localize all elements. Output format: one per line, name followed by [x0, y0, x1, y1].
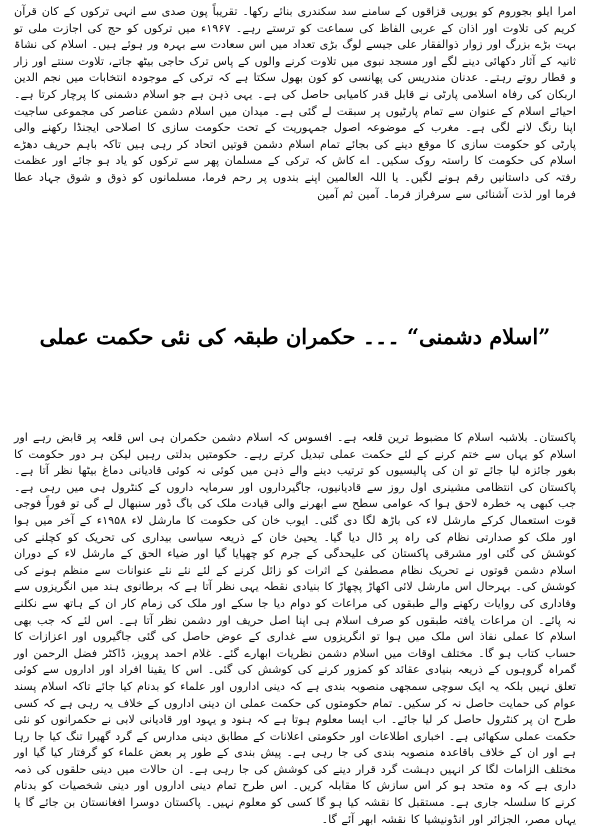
- article-body-paragraph: پاکستان۔ بلاشبہ اسلام کا مضبوط ترین قلعہ ہے۔ افسوس کہ اسلام دشمن حکمران ہی اس قلعہ پر قابض رہے اور اسلام کو یہاں سے ختم کرنے کے لئے حکمت عملی تبدیل کرتے رہے۔ حکومتیں بدلتی رہیں لیکن ہر دور حکومت کا بغور جائزہ لیا جائے تو ان کی پالیسیوں کو ترتیب دینے والے ذہن میں کوئی نہ کوئی قادیانی دماغ بیٹھا نظر آتا ہے۔ پاکستان کی انتظامی مشینری اول روز سے قادیانیوں، جاگیرداروں اور سرمایہ داروں کے کنٹرول ہی میں رہی ہے۔ جب کبھی یہ خطرہ لاحق ہوا کہ عوامی سطح سے ابھرنے والی قیادت ملک کی باگ ڈور سنبھال لے گی تو فوراً فوجی قوت استعمال کرکے مارشل لاء کی باڑھ لگا دی گئی۔ ایوب خان کی حکومت کا مارشل لاء ۱۹۵۸ء کے آخر میں ہوا اور ملک کو صدارتی نظام کی راہ پر ڈال دیا گیا۔ یحییٰ خان کے ذریعہ سیاسی بیداری کی تحریک کو کچلنے کی کوشش کی گئی اور مشرقی پاکستان کی علیحدگی کے جرم کو چھپایا گیا اور ضیاء الحق کے مارشل لاء کے دوران اسلام دشمن قوتوں نے تحریک نظام مصطفیٰ کے اثرات کو زائل کرنے کے لئے نئے نئے عنوانات سے منظم ہونے کی کوشش کی۔ بہرحال اس مارشل لائی اکھاڑ پچھاڑ کا بنیادی نقطہ یہی نظر آتا ہے کہ برطانوی ہند میں انگریزوں سے وفاداری کی روایات رکھنے والے طبقوں کی مراعات کو دوام دیا جا سکے اور ملک کی زمام کار ان کے ہاتھ سے نکلنے نہ پائے۔ ان مراعات یافتہ طبقوں کو صرف اسلام ہی اپنا اصل حریف اور دشمن نظر آتا ہے۔ اس لئے کہ جب بھی اسلام کا عملی نفاذ اس ملک میں ہوا تو انگریزوں سے غداری کے عوض حاصل کی گئی جاگیروں اور اعزازات کا حساب کتاب ہو گا۔ مختلف اوقات میں اسلام دشمن نظریات ابھارے گئے۔ غلام احمد پرویز، ڈاکٹر فضل الرحمن اور گمراہ گروہوں کے ذریعہ بنیادی عقائد کو کمزور کرنے کی کوشش کی گئی۔ اس کا یقینا افراد اور اداروں سے کوئی تعلق نہیں بلکہ یہ ایک سوچی سمجھی منصوبہ بندی ہے کہ دینی اداروں اور علماء کو بدنام کیا جائے تاکہ اسلام پسند عوام کی حمایت حاصل نہ کر سکیں۔ تمام حکومتوں کی حکمت عملی ان دینی اداروں کے خلاف یہ رہی ہے کہ کسی طرح ان پر کنٹرول حاصل کر لیا جائے۔ اب ایسا معلوم ہوتا ہے کہ ہنود و یہود اور قادیانی لابی نے حکمرانوں کو نئی حکمت عملی سکھائی ہے۔ اخباری اطلاعات اور حکومتی اعلانات کے مطابق دینی مدارس کے گرد گھیرا تنگ کیا جا رہا ہے اور ان کے خلاف باقاعدہ منصوبہ بندی کی جا رہی ہے۔ پیش بندی کے طور پر بعض علماء کو گرفتار کیا گیا اور مختلف الزامات لگا کر انہیں دہشت گرد قرار دینے کی کوشش کی جا رہی ہے۔ ان حالات میں دینی حلقوں کی ذمہ داری ہے کہ وہ متحد ہو کر اس سازش کا مقابلہ کریں۔ اس طرح تمام دینی اداروں اور دینی شخصیات کو بدنام کرنے کا سلسلہ جاری ہے۔ مستقبل کا نقشہ کیا ہو گا کسی کو معلوم نہیں۔ پاکستان دوسرا افغانستان بن جائے گا یا یہاں مصر، الجزائر اور انڈونیشیا کا نقشہ ابھر آئے گا۔: [14, 431, 576, 826]
- article-heading: ”اسلام دشمنی“ ۔۔۔ حکمران طبقہ کی نئی حکمت عملی: [39, 324, 551, 349]
- intro-paragraph: امرا ایلو بجوروم کو یورپی قزاقوں کے سامنے سد سکندری بنائے رکھا۔ تقریباً پون صدی سے انہی ترکوں کے کان قرآن کریم کی تلاوت اور اذان کے عربی الفاظ کی سماعت کو ترستے رہے۔ ۱۹۶۷ء میں ترکوں کو حج کی اجازت ملی تو بہت بڑے بزرگ اور زوار ذوالفقار علی جیسے لوگ بڑی تعداد میں اس سعادت سے بہرہ ور ہوئے ہیں۔ اسلام کی نشاۃ ثانیہ کے آثار دکھائی دینے لگے اور مسجد نبوی میں تلاوت کرنے والوں کے پاس ترک حاجی بیٹھ جاتے، تلاوت سنتے اور زار و قطار روتے رہتے۔ عدنان مندریس کی پھانسی کو کون بھول سکتا ہے کہ ترکی کے موجودہ انتخابات میں نجم الدین اربکان کی رفاہ اسلامی پارٹی نے قابل قدر کامیابی حاصل کی ہے۔ یہی ذہن ہے جو اسلام دشمنی کا پرچار کرتا ہے۔ احیائے اسلام کے عنوان سے تمام پارٹیوں پر سبقت لے گئی ہے۔ میدان میں اسلام دشمن عناصر کی مجموعی ساجیت اپنا رنگ لانے لگی ہے۔ مغرب کے موضوعہ اصول جمہوریت کے تحت حکومت سازی کا اصلاحی ایجنڈا رکھنے والی پارٹی کو حکومت سازی کا موقع دینے کی بجائے تمام اسلام دشمن قوتیں اتحاد کر رہی ہیں تاکہ باہم حریف دھڑے اسلام کی حکومت کا راستہ روک سکیں۔ اے کاش کہ ترکی کے مسلمان پھر سے ترکوں کو یاد ہو جائے اور عظمت رفتہ کی داستانیں رقم ہونے لگیں۔ یا اللہ العالمین اپنے بندوں پر رحم فرما، مسلمانوں کو ذوق و شوق جہاد عطا فرما اور لذت آشنائی سے سرفراز فرما۔ آمین ثم آمین: [14, 5, 576, 201]
